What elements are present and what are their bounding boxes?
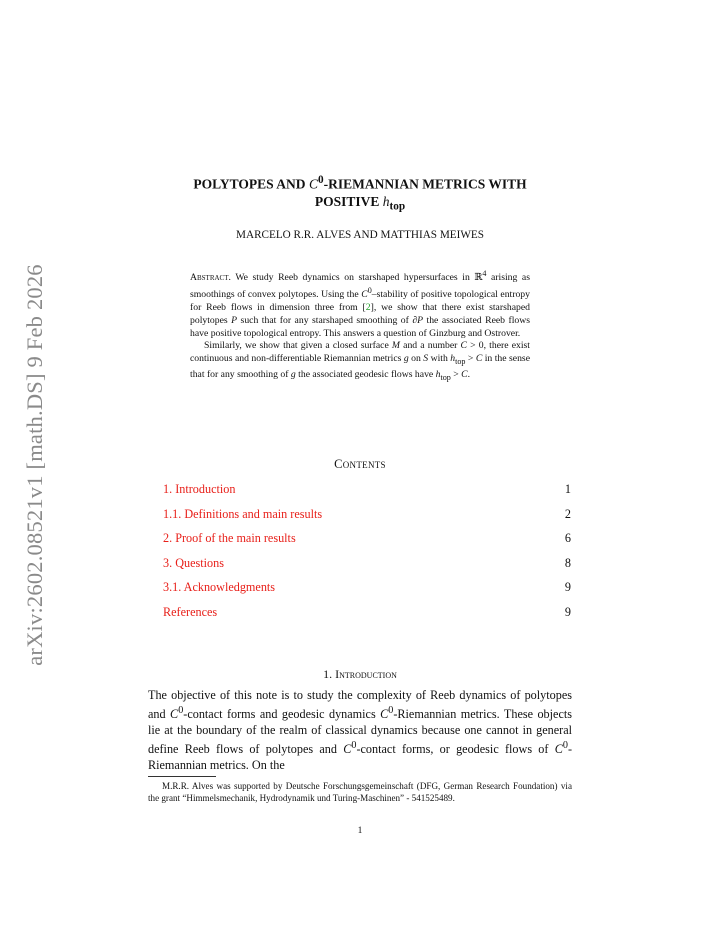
toc-entry-label[interactable]: 1. Introduction xyxy=(163,482,236,496)
toc-entry-page: 8 xyxy=(564,555,571,570)
arxiv-identifier: arXiv:2602.08521v1 [math.DS] 9 Feb 2026 xyxy=(22,264,47,666)
toc-entry-page: 9 xyxy=(564,604,571,619)
footnote-rule xyxy=(148,776,216,777)
toc-entry-page: 9 xyxy=(564,580,571,594)
table-of-contents xyxy=(163,482,571,629)
footnote: M.R.R. Alves was supported by Deutsche Forschungsgemeinschaft (DFG, German Research Foundation) via the grant “Himmelsmechanik, Hydrodynamik und Turing-Maschinen” - 541525489. xyxy=(148,781,572,803)
abstract-paragraph-2: Similarly, we show that given a closed surface M and a number C > 0, there exist continuous and non-differentiable Riemannian metrics g on S with $h_{top} > C$ in the sense that for any smoothing of g the associated geodesic flows have $h_{top} > C$. xyxy=(190,340,530,382)
toc-entry-acknowledgments[interactable] xyxy=(163,580,571,605)
toc-entry-label[interactable]: 3. Questions xyxy=(163,555,224,570)
toc-entry-questions[interactable] xyxy=(163,556,571,581)
toc-entry-definitions[interactable] xyxy=(163,507,571,532)
toc-entry-page: 6 xyxy=(564,531,571,545)
toc-entry-label[interactable]: 3.1. Acknowledgments xyxy=(163,580,276,594)
page-number: 1 xyxy=(357,826,363,836)
abstract-label: Abstract. xyxy=(190,272,231,284)
citation-link[interactable]: 2 xyxy=(365,302,371,314)
arxiv-sidebar-stamp xyxy=(10,245,60,685)
toc-entry-page: 2 xyxy=(564,506,571,521)
toc-entry-label[interactable]: 1.1. Definitions and main results xyxy=(163,506,323,521)
introduction-paragraph: The objective of this note is to study the complexity of Reeb dynamics of polytopes and $C^0$-contact forms and geodesic dynamics $C^0$-Riemannian metrics. These objects lie at the boundary of the realm of classical dynamics because one cannot in general define Reeb flows of polytopes and $C^0$-contact forms, or geodesic flows of $C^0$-Riemannian metrics. On the xyxy=(148,688,572,772)
toc-entry-introduction[interactable] xyxy=(163,482,571,507)
contents-heading: Contents xyxy=(334,457,386,471)
toc-entry-label[interactable]: References xyxy=(163,604,218,619)
toc-entry-page: 1 xyxy=(564,482,571,496)
section-heading-introduction: 1. Introduction xyxy=(323,667,397,681)
paper-title: POLYTOPES AND $C^0$-RIEMANNIAN METRICS WITH POSITIVE $h_{top}$ xyxy=(193,174,527,213)
toc-entry-proof[interactable] xyxy=(163,531,571,556)
paper-authors: MARCELO R.R. ALVES AND MATTHIAS MEIWES xyxy=(236,229,484,241)
abstract-paragraph-1: Abstract. We study Reeb dynamics on starshaped hypersurfaces in ℝ$^4$ arising as smoothings of convex polytopes. Using the $C^0$–stability of positive topological entropy for Reeb flows in dimension three from [2], we show that there exist starshaped polytopes P such that for any starshaped smoothing of ∂P the associated Reeb flows have positive topological entropy. This answers a question of Ginzburg and Ostrover. xyxy=(190,269,531,339)
toc-entry-label[interactable]: 2. Proof of the main results xyxy=(163,531,296,545)
toc-entry-references[interactable] xyxy=(163,605,571,630)
abstract xyxy=(190,268,530,385)
